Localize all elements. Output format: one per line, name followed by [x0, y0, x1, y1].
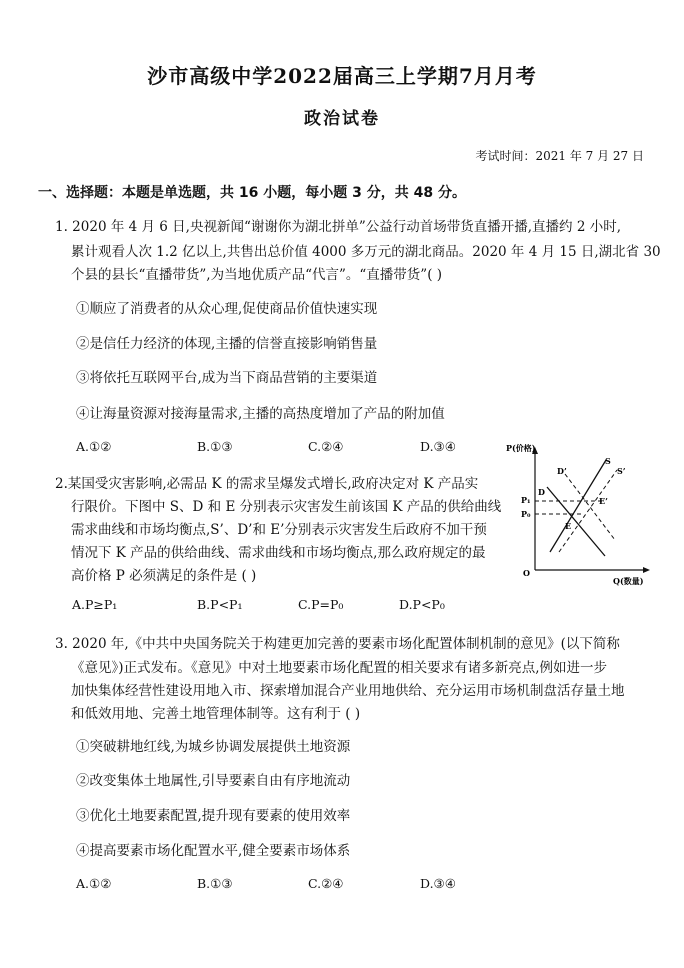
q3-option-3: ③优化土地要素配置,提升现有要素的使用效率	[76, 808, 351, 824]
s-prime-label: S’	[617, 466, 626, 476]
q1-option-1: ①顺应了消费者的从众心理,促使商品价值快速实现	[76, 301, 378, 317]
q3-choice-a: A.①②	[76, 876, 112, 891]
q2-line-3: 需求曲线和市场均衡点,S’、D’和 E’分别表示灾害发生后政府不加干预	[71, 522, 487, 538]
e-label: E	[565, 521, 572, 531]
x-axis-label: Q(数量)	[613, 576, 644, 586]
y-axis-label: P(价格)	[506, 443, 536, 453]
e-prime-label: E’	[599, 496, 608, 506]
q3-choice-d: D.③④	[420, 876, 456, 891]
q3-line-1: 3. 2020 年,《中共中央国务院关于构建更加完善的要素市场化配置体制机制的意见》(以下简称	[55, 636, 620, 652]
q3-choice-c: C.②④	[308, 876, 344, 891]
supply-demand-graph	[505, 440, 655, 588]
q2-choice-b: B.P<P₁	[197, 597, 243, 612]
d-prime-label: D’	[557, 466, 567, 476]
demand-curve-d-prime	[565, 474, 615, 540]
exam-subtitle: 政治试卷	[304, 109, 380, 129]
p0-label: P₀	[521, 509, 531, 519]
demand-curve-d	[547, 487, 605, 556]
q1-choice-c: C.②④	[308, 439, 344, 454]
x-axis-arrow	[643, 567, 650, 573]
q1-choice-d: D.③④	[420, 439, 456, 454]
q3-line-2: 《意见》)正式发布。《意见》中对土地要素市场化配置的相关要求有诸多新亮点,例如进一步	[71, 660, 608, 676]
q2-choice-c: C.P=P₀	[298, 597, 344, 612]
q2-choice-a: A.P≥P₁	[72, 597, 118, 612]
q1-line-2: 累计观看人次 1.2 亿以上,共售出总价值 4000 多万元的湖北商品。2020 年 4 月 15 日,湖北省 30	[71, 244, 661, 260]
q1-line-1: 1. 2020 年 4 月 6 日,央视新闻“谢谢你为湖北拼单”公益行动首场带货直播开播,直播约 2 小时,	[55, 219, 622, 235]
q3-choice-b: B.①③	[197, 876, 233, 891]
p1-label: P₁	[521, 495, 531, 505]
q1-choice-b: B.①③	[197, 439, 233, 454]
q2-line-1: 2.某国受灾害影响,必需品 K 的需求呈爆发式增长,政府决定对 K 产品实	[55, 476, 479, 492]
exam-time: 考试时间：2021 年 7 月 27 日	[475, 149, 644, 163]
q3-option-4: ④提高要素市场化配置水平,健全要素市场体系	[76, 843, 351, 859]
q3-option-1: ①突破耕地红线,为城乡协调发展提供土地资源	[76, 739, 351, 755]
section-heading: 一、选择题：本题是单选题，共 16 小题，每小题 3 分，共 48 分。	[38, 185, 466, 201]
d-label: D	[538, 487, 545, 497]
q1-line-3: 个县的县长“直播带货”,为当地优质产品“代言”。“直播带货”( )	[71, 267, 443, 283]
q2-line-5: 高价格 P 必须满足的条件是 ( )	[71, 568, 257, 584]
q1-option-4: ④让海量资源对接海量需求,主播的高热度增加了产品的附加值	[76, 406, 445, 422]
q1-option-2: ②是信任力经济的体现,主播的信誉直接影响销售量	[76, 336, 378, 352]
q3-line-3: 加快集体经营性建设用地入市、探索增加混合产业用地供给、充分运用市场机制盘活存量土地	[71, 683, 625, 699]
origin-label: O	[523, 568, 530, 578]
q2-line-4: 情况下 K 产品的供给曲线、需求曲线和市场均衡点,那么政府规定的最	[71, 545, 486, 561]
q1-choice-a: A.①②	[76, 439, 112, 454]
q1-option-3: ③将依托互联网平台,成为当下商品营销的主要渠道	[76, 370, 378, 386]
s-label: S	[605, 456, 611, 466]
q2-line-2: 行限价。下图中 S、D 和 E 分别表示灾害发生前该国 K 产品的供给曲线	[71, 499, 502, 515]
q3-option-2: ②改变集体土地属性,引导要素自由有序地流动	[76, 773, 351, 789]
q2-choice-d: D.P<P₀	[399, 597, 445, 612]
exam-title: 沙市高级中学2022届高三上学期7月月考	[147, 64, 537, 88]
q3-line-4: 和低效用地、完善土地管理体制等。这有利于 ( )	[71, 706, 361, 722]
